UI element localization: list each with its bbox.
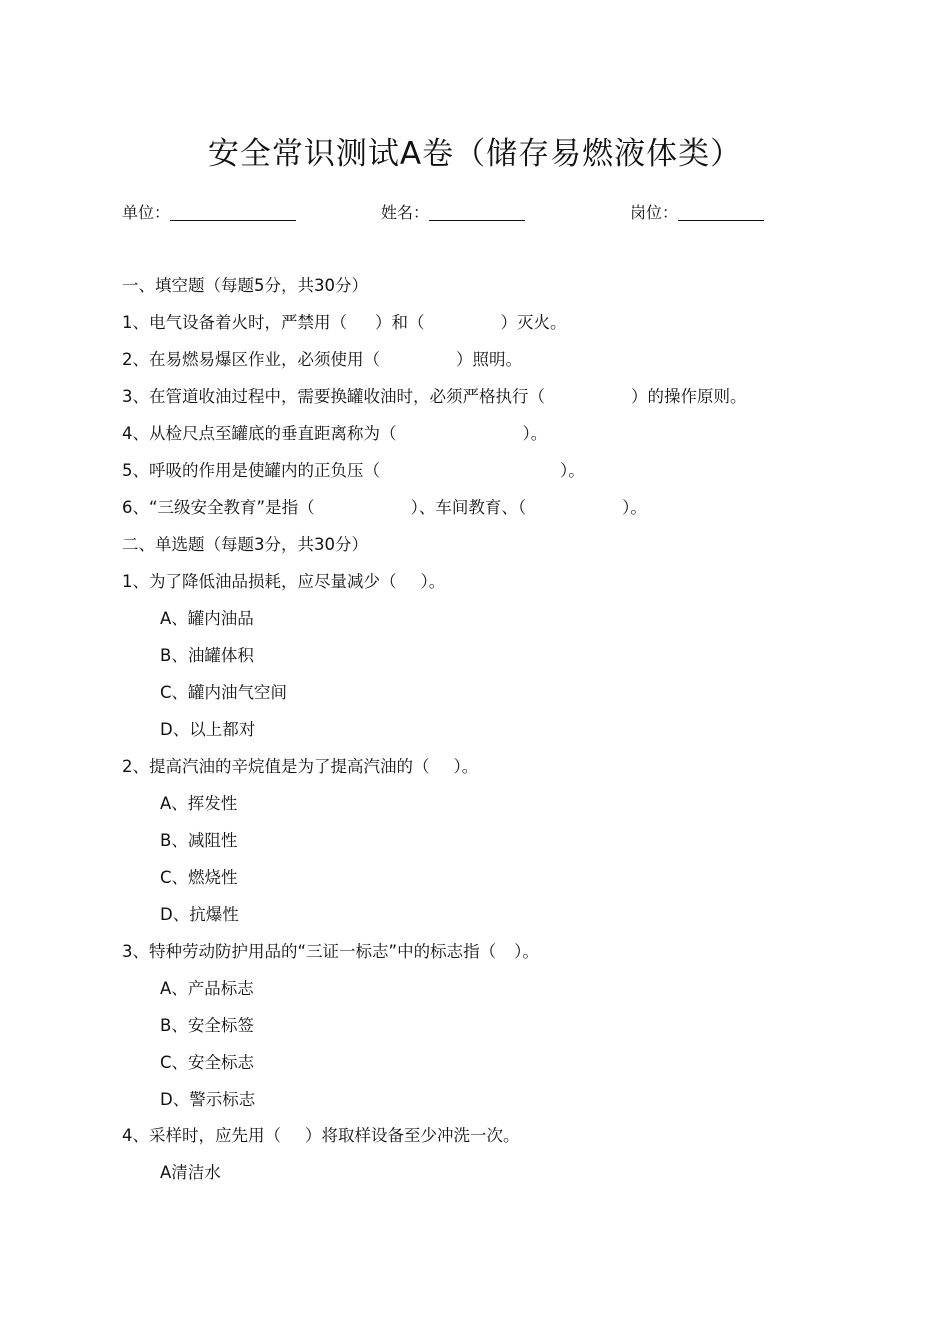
choice-option[interactable]: A清洁水	[160, 1163, 221, 1182]
fill-question-3: 3、在管道收油过程中，需要换罐收油时，必须严格执行（ ）的操作原则。	[122, 387, 747, 406]
choice-option[interactable]: D、抗爆性	[160, 905, 239, 924]
choice-option[interactable]: B、减阻性	[160, 831, 238, 850]
fill-question-5: 5、呼吸的作用是使罐内的正负压（ ）。	[122, 461, 585, 480]
unit-field	[122, 200, 296, 223]
unit-label: 单位：	[122, 203, 171, 222]
choice-question-1: 1、为了降低油品损耗，应尽量减少（ ）。	[122, 572, 446, 591]
fill-question-4: 4、从检尺点至罐底的垂直距离称为（ ）。	[122, 424, 548, 443]
choice-option[interactable]: A、产品标志	[160, 979, 254, 998]
choice-question-2: 2、提高汽油的辛烷值是为了提高汽油的（ ）。	[122, 757, 479, 776]
choice-option[interactable]: A、罐内油品	[160, 609, 254, 628]
fill-question-1: 1、电气设备着火时，严禁用（ ）和（ ）灭火。	[122, 313, 567, 332]
choice-option[interactable]: A、挥发性	[160, 794, 238, 813]
post-field	[630, 200, 764, 223]
name-field	[381, 200, 525, 223]
name-label: 姓名：	[381, 203, 430, 222]
section1-heading: 一、填空题（每题5分，共30分）	[122, 276, 368, 295]
post-label: 岗位：	[630, 203, 679, 222]
choice-question-3: 3、特种劳动防护用品的“三证一标志”中的标志指（ ）。	[122, 942, 539, 961]
section2-heading: 二、单选题（每题3分，共30分）	[122, 535, 368, 554]
unit-blank[interactable]	[170, 202, 296, 221]
fill-question-6: 6、“三级安全教育”是指（ ）、车间教育、（ ）。	[122, 498, 647, 517]
choice-option[interactable]: B、安全标签	[160, 1016, 254, 1035]
choice-option[interactable]: B、油罐体积	[160, 646, 254, 665]
fill-question-2: 2、在易燃易爆区作业，必须使用（ ）照明。	[122, 350, 522, 369]
post-blank[interactable]	[678, 202, 764, 221]
choice-option[interactable]: D、警示标志	[160, 1090, 256, 1109]
choice-option[interactable]: C、燃烧性	[160, 868, 238, 887]
choice-question-4: 4、采样时，应先用（ ）将取样设备至少冲洗一次。	[122, 1126, 520, 1145]
choice-option[interactable]: D、以上都对	[160, 720, 256, 739]
choice-option[interactable]: C、安全标志	[160, 1053, 255, 1072]
name-blank[interactable]	[429, 202, 525, 221]
choice-option[interactable]: C、罐内油气空间	[160, 683, 288, 702]
page-title: 安全常识测试A卷（储存易燃液体类）	[207, 136, 743, 172]
